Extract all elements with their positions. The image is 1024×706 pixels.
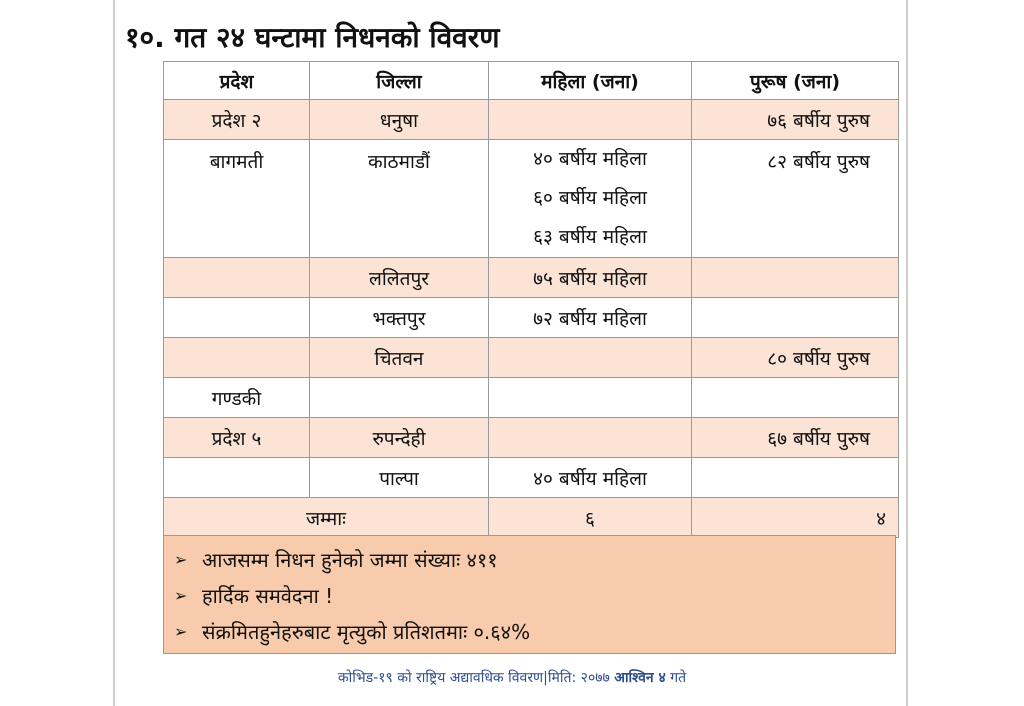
page-margin-rule-left	[113, 0, 115, 706]
cell-male: ८० बर्षीय पुरुष	[692, 338, 899, 378]
cell-male: ६७ बर्षीय पुरुष	[692, 418, 899, 458]
header-district: जिल्ला	[310, 62, 489, 100]
arrow-bullet-icon: ➢	[174, 550, 188, 569]
table-row	[164, 338, 899, 378]
cell-male: ८२ बर्षीय पुरुष	[692, 140, 899, 258]
cell-female: ७२ बर्षीय महिला	[489, 298, 692, 338]
note-text: संक्रमितहुनेहरुबाट मृत्युको प्रतिशतमाः ०.६४%	[202, 620, 531, 644]
total-row	[164, 498, 899, 538]
footer-date-suffix: गते	[670, 670, 687, 686]
cell-district: भक्तपुर	[310, 298, 489, 338]
note-text: आजसम्म निधन हुनेको जम्मा संख्याः ४११	[202, 548, 498, 572]
cell-female	[489, 338, 692, 378]
cell-male	[692, 258, 899, 298]
cell-province	[164, 258, 310, 298]
total-female: ६	[489, 498, 692, 538]
deaths-table	[163, 61, 899, 538]
female-entry: ४० बर्षीय महिला	[533, 148, 647, 170]
table-row	[164, 378, 899, 418]
table-row	[164, 298, 899, 338]
arrow-bullet-icon: ➢	[174, 622, 188, 641]
female-entry: ६३ बर्षीय महिला	[533, 226, 647, 248]
total-male: ४	[692, 498, 899, 538]
table-row	[164, 458, 899, 498]
header-province: प्रदेश	[164, 62, 310, 100]
footer-title: कोभिड-१९ को राष्ट्रिय अद्यावधिक विवरण	[337, 670, 544, 686]
table-row	[164, 418, 899, 458]
cell-province: प्रदेश ५	[164, 418, 310, 458]
cell-district: काठमाडौं	[310, 140, 489, 258]
cell-female: ४० बर्षीय महिला	[489, 458, 692, 498]
cell-province	[164, 298, 310, 338]
cell-male	[692, 298, 899, 338]
cell-male	[692, 458, 899, 498]
header-female: महिला (जना)	[489, 62, 692, 100]
table-header-row	[164, 62, 899, 100]
note-item	[174, 614, 895, 650]
note-text: हार्दिक समवेदना !	[202, 584, 334, 608]
total-label: जम्माः	[164, 498, 489, 538]
cell-province: बागमती	[164, 140, 310, 258]
female-entry: ६० बर्षीय महिला	[533, 187, 647, 209]
cell-province	[164, 458, 310, 498]
cell-female: ७५ बर्षीय महिला	[489, 258, 692, 298]
table-row	[164, 100, 899, 140]
table-row	[164, 258, 899, 298]
cell-district: ललितपुर	[310, 258, 489, 298]
page-footer	[0, 664, 1024, 692]
section-title: १०. गत २४ घन्टामा निधनको विवरण	[125, 21, 500, 54]
cell-district: रुपन्देही	[310, 418, 489, 458]
cell-female	[489, 140, 692, 258]
footer-date-label: मिति: २०७७	[547, 670, 610, 686]
cell-female	[489, 100, 692, 140]
note-item	[174, 542, 895, 578]
cell-district	[310, 378, 489, 418]
cell-province	[164, 338, 310, 378]
header-male: पुरूष (जना)	[692, 62, 899, 100]
cell-province: गण्डकी	[164, 378, 310, 418]
cell-female	[489, 418, 692, 458]
cell-province: प्रदेश २	[164, 100, 310, 140]
page-margin-rule-right	[906, 0, 908, 706]
notes-box	[163, 535, 896, 654]
cell-female	[489, 378, 692, 418]
footer-date-month: आश्विन ४	[614, 670, 666, 686]
cell-male: ७६ बर्षीय पुरुष	[692, 100, 899, 140]
cell-male	[692, 378, 899, 418]
table-row	[164, 140, 899, 258]
footer-separator: |	[543, 670, 548, 686]
cell-district: चितवन	[310, 338, 489, 378]
arrow-bullet-icon: ➢	[174, 586, 188, 605]
cell-district: पाल्पा	[310, 458, 489, 498]
cell-district: धनुषा	[310, 100, 489, 140]
note-item	[174, 578, 895, 614]
